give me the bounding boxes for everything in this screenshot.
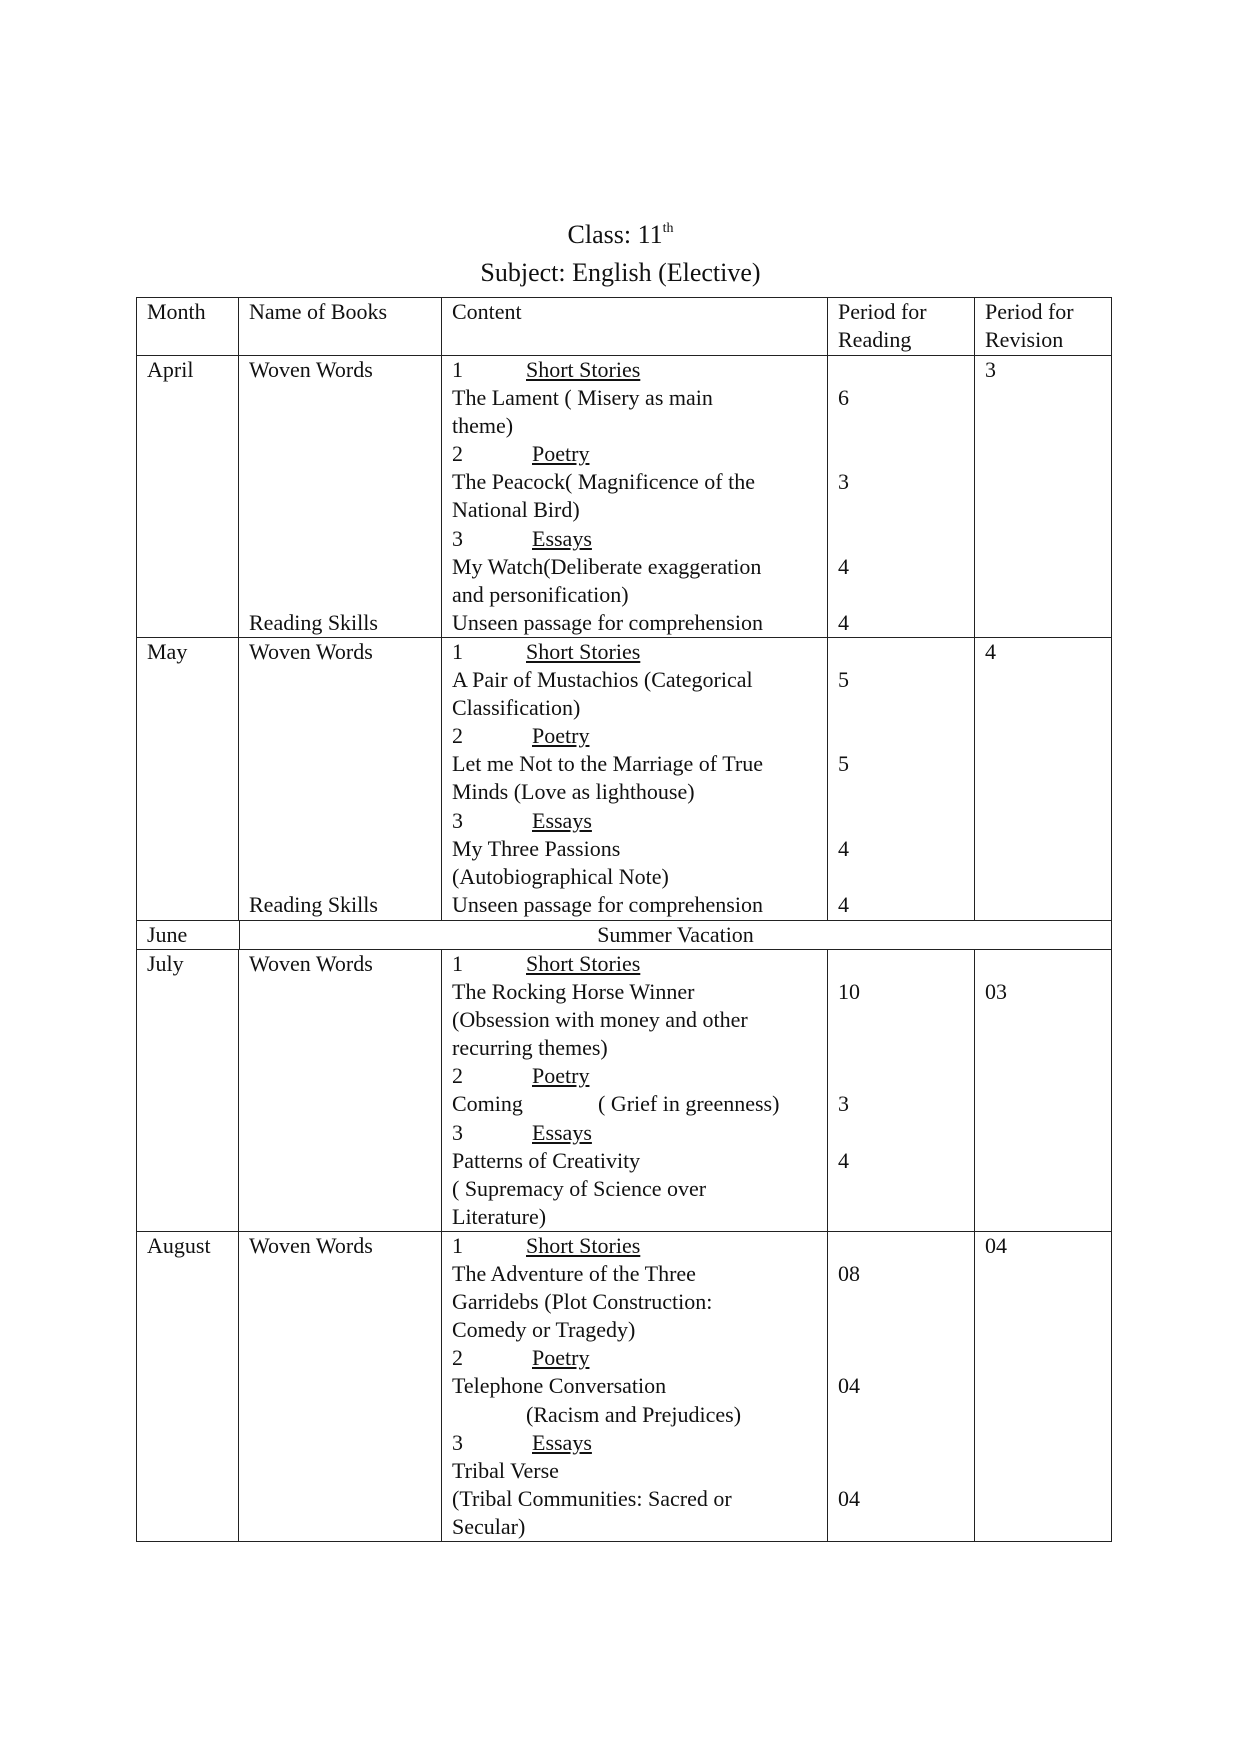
content-line: Garridebs (Plot Construction: (452, 1289, 713, 1314)
book-reading-skills: Reading Skills (249, 610, 378, 635)
section-short-stories: 1 Short Stories (452, 357, 641, 382)
section-short-stories: 1 Short Stories (452, 951, 641, 976)
content-line: My Watch(Deliberate exaggeration (452, 554, 762, 579)
header-revision-l1: Period for (985, 299, 1074, 324)
content-line: Coming ( Grief in greenness) (452, 1091, 780, 1116)
month-may: May (147, 639, 188, 664)
content-line: The Adventure of the Three (452, 1261, 696, 1286)
section-essays: 3 Essays (452, 1430, 592, 1455)
summer-vacation-note: Summer Vacation (239, 921, 1111, 949)
class-suffix: th (662, 221, 674, 236)
class-title (0, 218, 1241, 252)
reading-period: 04 (838, 1373, 860, 1398)
section-short-stories: 1 Short Stories (452, 1233, 641, 1258)
section-essays: 3 Essays (452, 1120, 592, 1145)
book-reading-skills: Reading Skills (249, 892, 378, 917)
subject-title: Subject: English (Elective) (480, 258, 761, 287)
reading-period: 3 (838, 1091, 849, 1116)
table-row-june (137, 921, 1111, 950)
reading-period: 4 (838, 892, 849, 917)
header-revision-l2: Revision (985, 327, 1064, 352)
content-line: Let me Not to the Marriage of True (452, 751, 763, 776)
reading-period: 10 (838, 979, 860, 1004)
content-line: Minds (Love as lighthouse) (452, 779, 695, 804)
book-woven-words: Woven Words (249, 357, 373, 382)
reading-period: 4 (838, 610, 849, 635)
content-line: My Three Passions (452, 836, 621, 861)
section-essays: 3 Essays (452, 808, 592, 833)
reading-period: 3 (838, 469, 849, 494)
revision-period: 03 (985, 979, 1007, 1004)
table-row-may (137, 638, 1111, 921)
reading-period: 5 (838, 751, 849, 776)
content-line: Secular) (452, 1514, 526, 1539)
content-line: Comedy or Tragedy) (452, 1317, 636, 1342)
content-line: and personification) (452, 582, 629, 607)
header-reading-l1: Period for (838, 299, 927, 324)
reading-period: 5 (838, 667, 849, 692)
revision-period: 4 (985, 639, 996, 664)
content-line: The Peacock( Magnificence of the (452, 469, 755, 494)
table-row-august (137, 1232, 1111, 1541)
reading-period: 08 (838, 1261, 860, 1286)
section-short-stories: 1 Short Stories (452, 639, 641, 664)
section-poetry: 2 Poetry (452, 1345, 590, 1370)
book-woven-words: Woven Words (249, 639, 373, 664)
content-line: ( Supremacy of Science over (452, 1176, 707, 1201)
month-july: July (147, 951, 184, 976)
month-april: April (147, 357, 194, 382)
content-line: Unseen passage for comprehension (452, 892, 763, 917)
content-line: The Lament ( Misery as main (452, 385, 713, 410)
content-line: (Autobiographical Note) (452, 864, 669, 889)
content-line: Patterns of Creativity (452, 1148, 641, 1173)
header-books: Name of Books (249, 299, 388, 324)
section-essays: 3 Essays (452, 526, 592, 551)
content-line: The Rocking Horse Winner (452, 979, 695, 1004)
reading-period: 4 (838, 1148, 849, 1173)
table-row-july (137, 950, 1111, 1232)
content-line: recurring themes) (452, 1035, 608, 1060)
revision-period: 3 (985, 357, 996, 382)
reading-period: 4 (838, 554, 849, 579)
reading-period: 6 (838, 385, 849, 410)
content-line: (Racism and Prejudices) (526, 1402, 742, 1427)
content-line: Unseen passage for comprehension (452, 610, 763, 635)
section-poetry: 2 Poetry (452, 1063, 590, 1088)
content-line: A Pair of Mustachios (Categorical (452, 667, 753, 692)
header-content: Content (452, 299, 522, 324)
content-line: Tribal Verse (452, 1458, 559, 1483)
content-line: theme) (452, 413, 514, 438)
reading-period: 04 (838, 1486, 860, 1511)
header-reading-l2: Reading (838, 327, 912, 352)
month-june: June (147, 922, 188, 947)
table-header (137, 298, 1111, 356)
header-month: Month (147, 299, 206, 324)
content-line: Classification) (452, 695, 581, 720)
section-poetry: 2 Poetry (452, 441, 590, 466)
revision-period: 04 (985, 1233, 1007, 1258)
content-line: (Tribal Communities: Sacred or (452, 1486, 732, 1511)
section-poetry: 2 Poetry (452, 723, 590, 748)
content-line: National Bird) (452, 497, 580, 522)
content-line: Telephone Conversation (452, 1373, 667, 1398)
book-woven-words: Woven Words (249, 951, 373, 976)
reading-period: 4 (838, 836, 849, 861)
month-august: August (147, 1233, 211, 1258)
content-line: Literature) (452, 1204, 547, 1229)
content-line: (Obsession with money and other (452, 1007, 748, 1032)
book-woven-words: Woven Words (249, 1233, 373, 1258)
class-label: Class: 11 (567, 220, 663, 249)
table-row-april (137, 356, 1111, 638)
syllabus-table (136, 297, 1112, 1542)
